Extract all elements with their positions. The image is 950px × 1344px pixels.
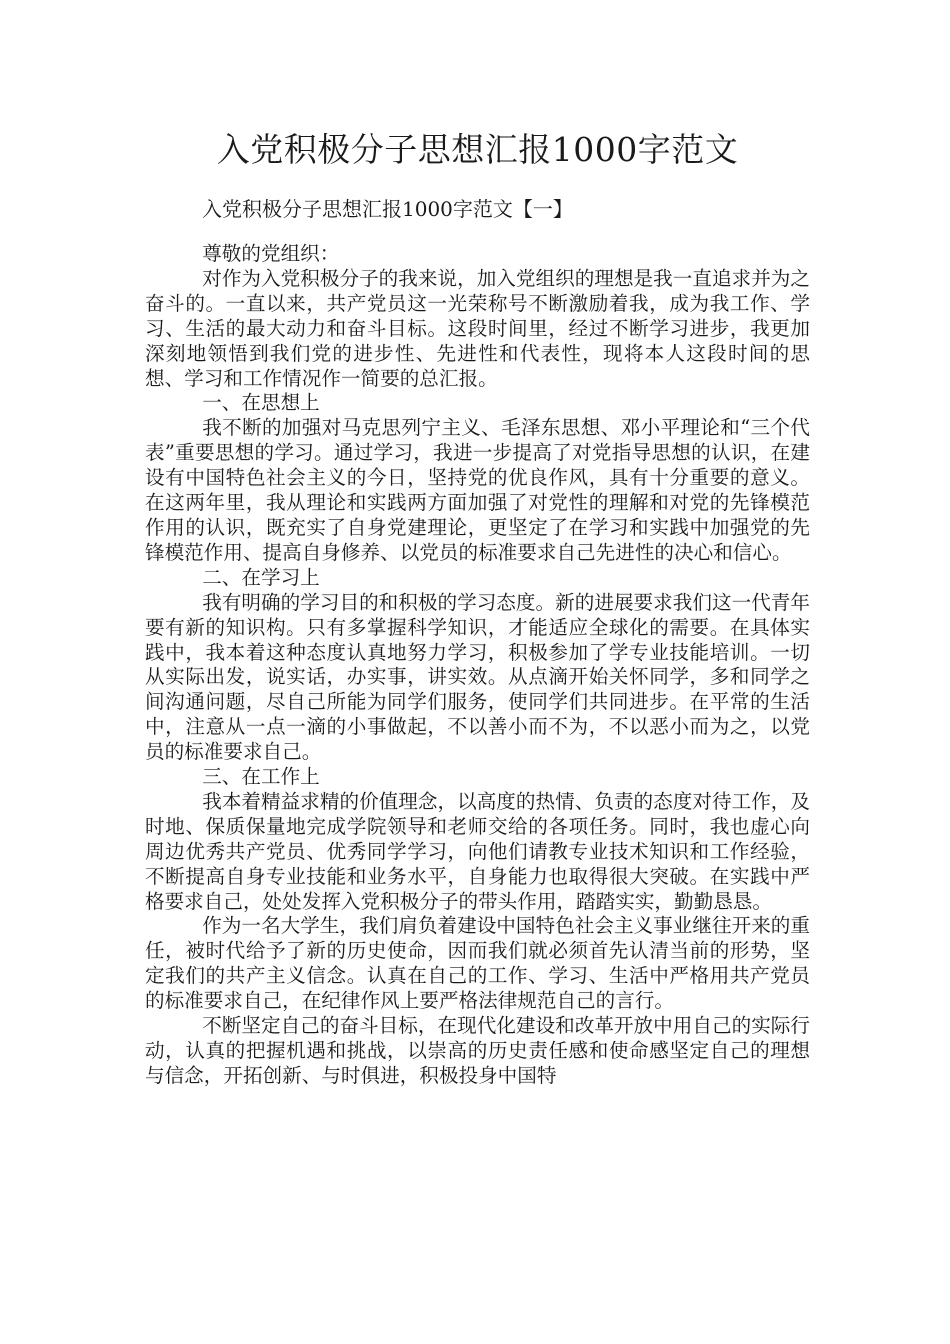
- paragraph-thought: 我不断的加强对马克思列宁主义、毛泽东思想、邓小平理论和“三个代表”重要思想的学习。通过学习，我进一步提高了对党指导思想的认识，在建设有中国特色社会主义的今日，坚持党的优良作风，具有十分重要的意义。在这两年里，我从理论和实践两方面加强了对党性的理解和对党的先锋模范作用的认识，既充实了自身党建理论，更坚定了在学习和实践中加强党的先锋模范作用、提高自身修养、以党员的标准要求自己先进性的决心和信心。: [145, 416, 810, 564]
- paragraph-goals: 不断坚定自己的奋斗目标，在现代化建设和改革开放中用自己的实际行动，认真的把握机遇和挑战，以崇高的历史责任感和使命感坚定自己的理想与信念，开拓创新、与时俱进，积极投身中国特: [145, 1014, 810, 1087]
- greeting: 尊敬的党组织：: [202, 242, 340, 265]
- document-title: 入党积极分子思想汇报1000字范文: [216, 130, 739, 169]
- section-heading-study: 二、在学习上: [202, 565, 320, 589]
- paragraph-student-duty: 作为一名大学生，我们肩负着建设中国特色社会主义事业继往开来的重任，被时代给予了新的历史使命，因而我们就必须首先认清当前的形势，坚定我们的共产主义信念。认真在自己的工作、学习、生活中严格用共产党员的标准要求自己，在纪律作风上要严格法律规范自己的言行。: [145, 914, 810, 1013]
- document-body: [145, 242, 810, 1089]
- section-heading-work: 三、在工作上: [202, 765, 320, 789]
- document-subtitle: 入党积极分子思想汇报1000字范文【一】: [202, 197, 573, 221]
- document-page: [145, 126, 810, 1089]
- paragraph-work: 我本着精益求精的价值理念，以高度的热情、负责的态度对待工作，及时地、保质保量地完成学院领导和老师交给的各项任务。同时，我也虚心向周边优秀共产党员、优秀同学学习，向他们请教专业技术知识和工作经验，不断提高自身专业技能和业务水平，自身能力也取得很大突破。在实践中严格要求自己，处处发挥入党积极分子的带头作用，踏踏实实，勤勤恳恳。: [145, 789, 810, 913]
- paragraph-intro: 对作为入党积极分子的我来说，加入党组织的理想是我一直追求并为之奋斗的。一直以来，共产党员这一光荣称号不断激励着我，成为我工作、学习、生活的最大动力和奋斗目标。这段时间里，经过不断学习进步，我更加深刻地领悟到我们党的进步性、先进性和代表性，现将本人这段时间的思想、学习和工作情况作一简要的总汇报。: [145, 266, 810, 390]
- paragraph-study: 我有明确的学习目的和积极的学习态度。新的进展要求我们这一代青年要有新的知识构。只有多掌握科学知识，才能适应全球化的需要。在具体实践中，我本着这种态度认真地努力学习，积极参加了学专业技能培训。一切从实际出发，说实话，办实事，讲实效。从点滴开始关怀同学，多和同学之间沟通问题，尽自己所能为同学们服务，使同学们共同进步。在平常的生活中，注意从一点一滴的小事做起，不以善小而不为，不以恶小而为之，以党员的标准要求自己。: [145, 590, 810, 764]
- section-heading-thought: 一、在思想上: [202, 391, 320, 415]
